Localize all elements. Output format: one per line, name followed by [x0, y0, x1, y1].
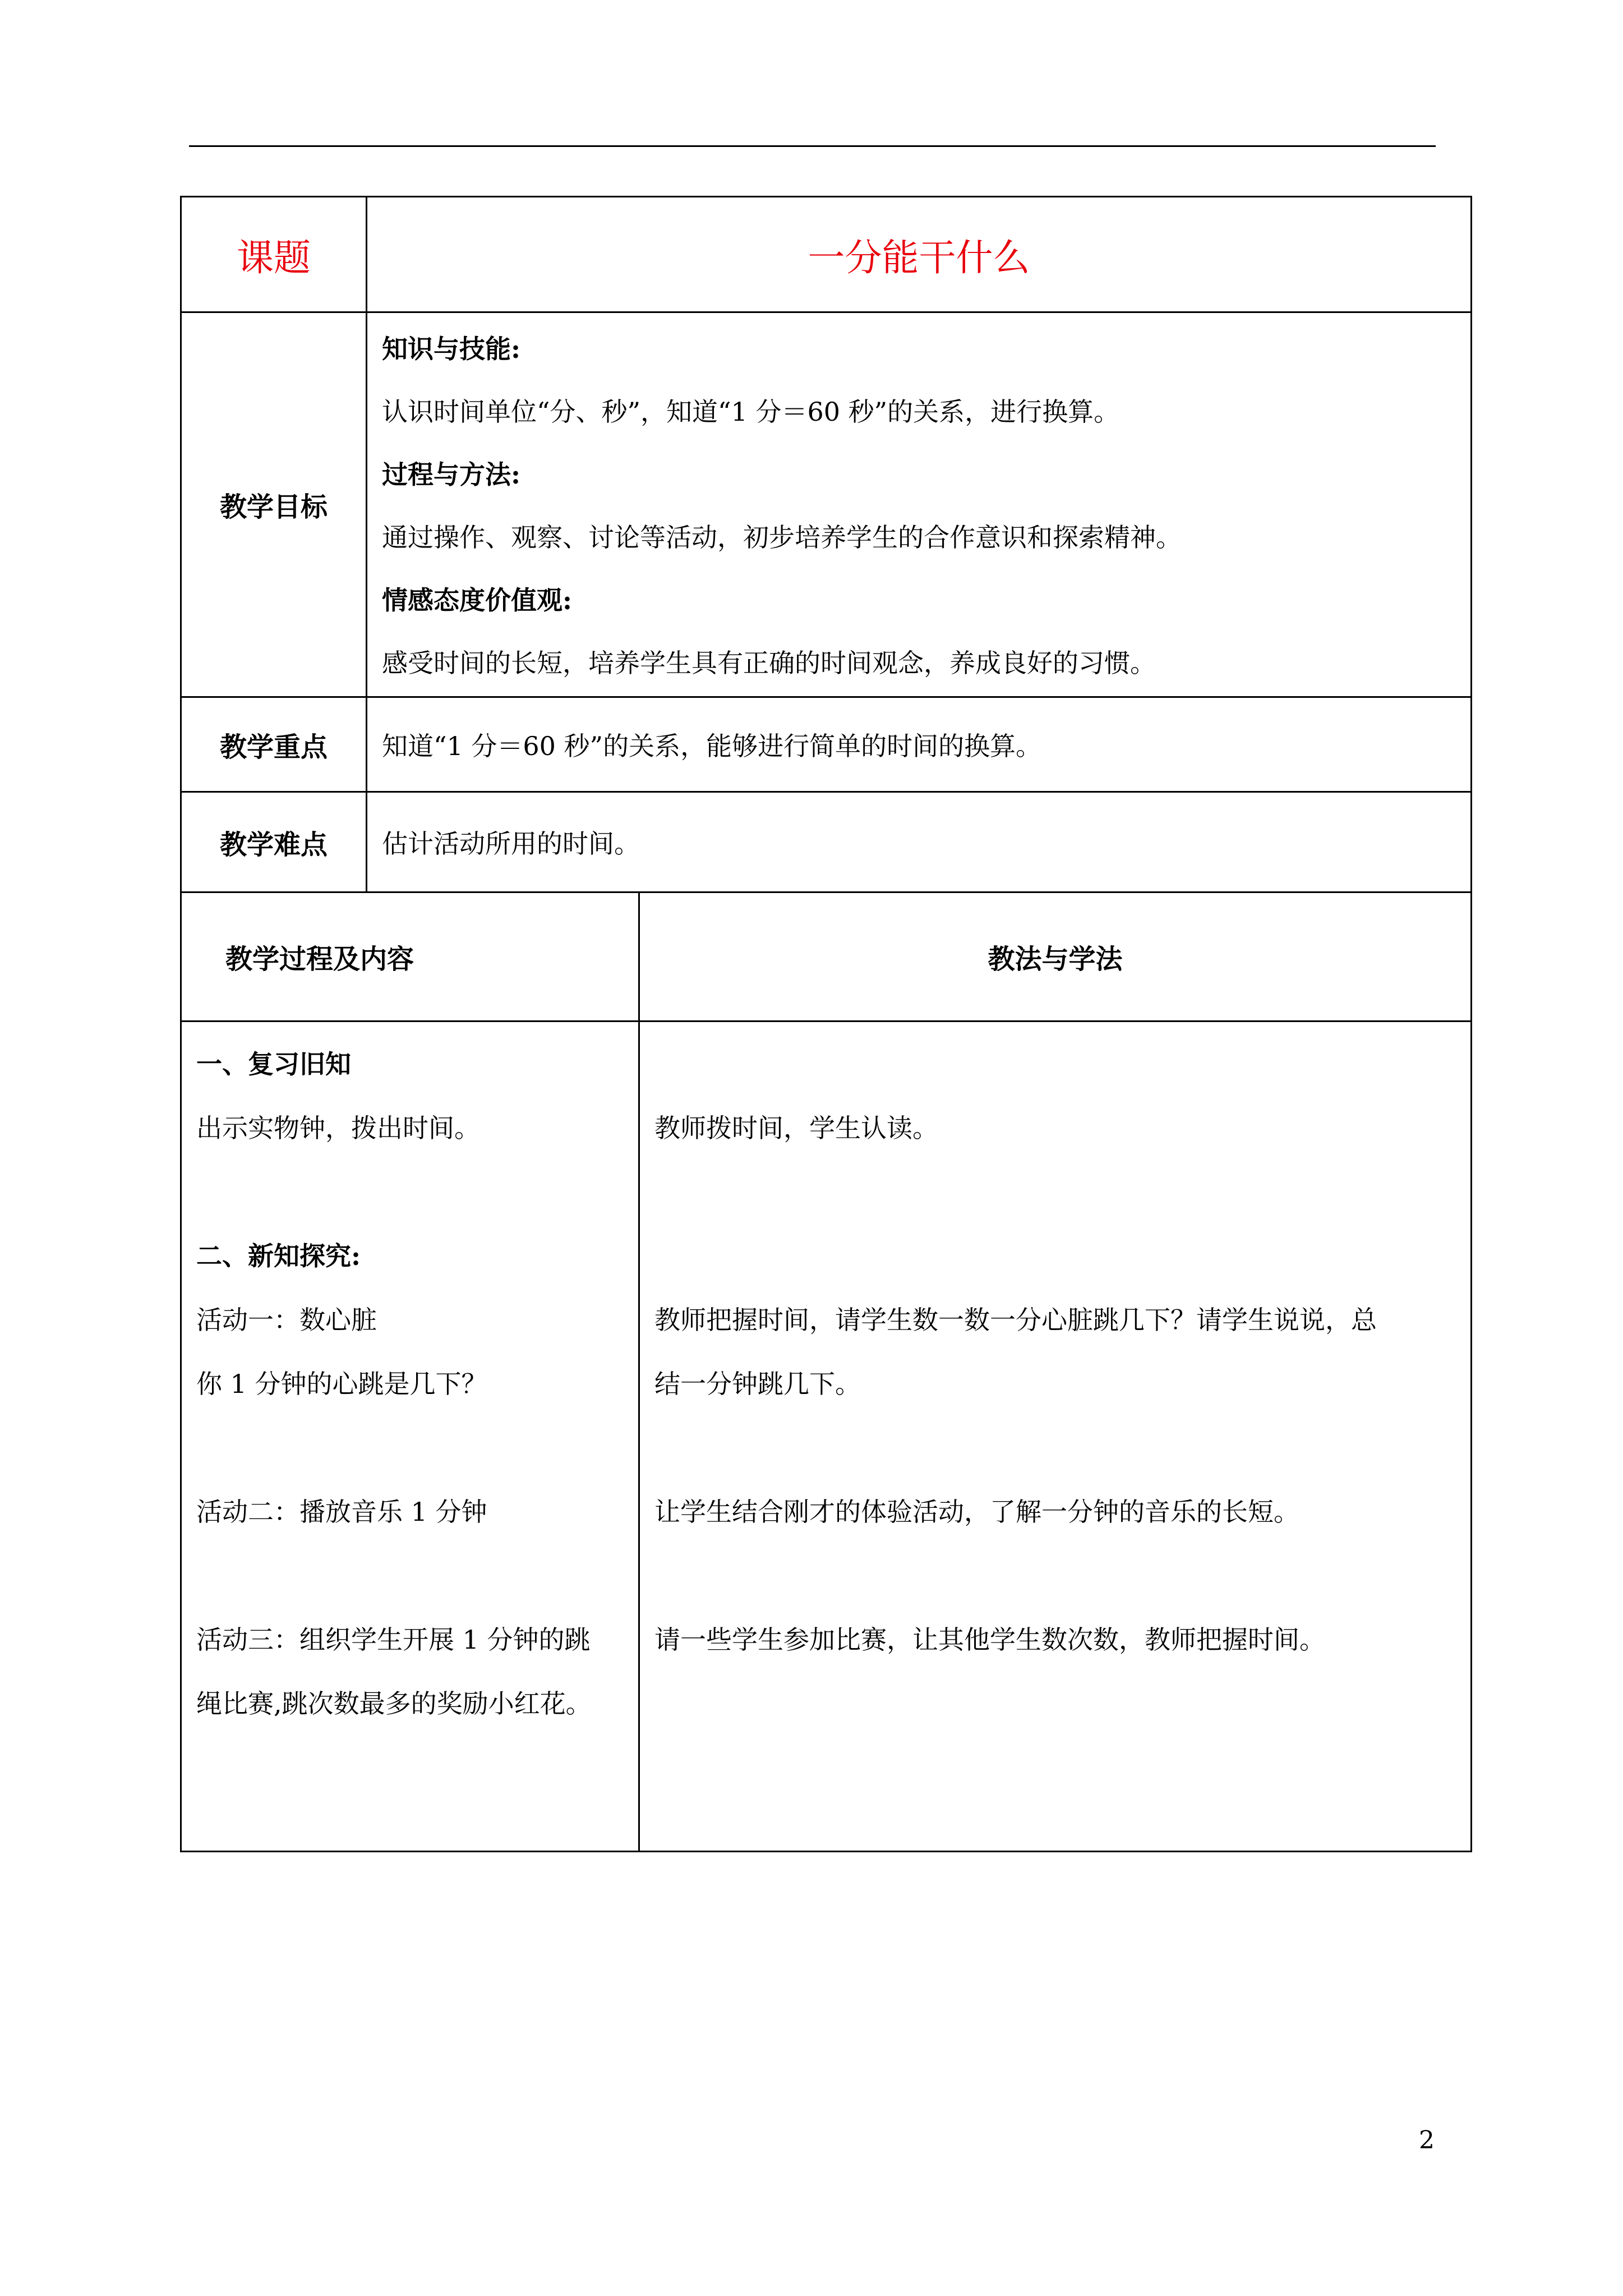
objective-text: 通过操作、观察、讨论等活动，初步培养学生的合作意识和探索精神。: [382, 522, 1182, 553]
activity1-title: 活动一：数心脏: [196, 1305, 377, 1335]
topic-label: 课题: [180, 196, 367, 313]
activity1-question: 你 1 分钟的心跳是几下？: [196, 1369, 487, 1399]
spacer: [654, 1416, 1456, 1480]
review-text: 出示实物钟，拨出时间。: [196, 1113, 480, 1143]
activity2-text: 活动二：播放音乐 1 分钟: [196, 1497, 487, 1527]
method-column: [638, 1020, 1472, 1852]
activity3-line2: 绳比赛,跳次数最多的奖励小红花。: [196, 1688, 592, 1719]
lesson-plan-table: [180, 197, 1472, 1852]
spacer: [196, 1544, 624, 1608]
difficulty-row: [180, 793, 1472, 893]
objective-heading: 过程与方法:: [382, 459, 520, 490]
process-content-row: [180, 1022, 1472, 1852]
method-header: 教法与学法: [638, 891, 1472, 1022]
objectives-label: 教学目标: [180, 311, 367, 698]
difficulty-label: 教学难点: [180, 791, 367, 893]
explore-heading: 二、新知探究:: [196, 1241, 361, 1271]
review-heading: 一、复习旧知: [196, 1049, 351, 1079]
header-rule: [189, 145, 1436, 147]
spacer: [196, 1160, 624, 1224]
page-number: 2: [1419, 2126, 1435, 2155]
process-header-row: [180, 893, 1472, 1022]
topic-title: 一分能干什么: [366, 196, 1472, 313]
objective-heading: 情感态度价值观:: [382, 585, 572, 615]
topic-row: [180, 197, 1472, 313]
process-column: [180, 1020, 640, 1852]
method-activity3: 请一些学生参加比赛，让其他学生数次数，教师把握时间。: [654, 1625, 1325, 1655]
objectives-content: [366, 311, 1472, 698]
process-header: 教学过程及内容: [180, 891, 640, 1022]
method-review: 教师拨时间，学生认读。: [654, 1113, 938, 1143]
spacer: [654, 1544, 1456, 1608]
spacer: [654, 1032, 1456, 1096]
objectives-row: [180, 313, 1472, 698]
key-point-text: 知道“1 分＝60 秒”的关系，能够进行简单的时间的换算。: [366, 696, 1472, 793]
spacer: [196, 1416, 624, 1480]
key-point-label: 教学重点: [180, 696, 367, 793]
method-activity1-line2: 结一分钟跳几下。: [654, 1369, 861, 1399]
spacer: [654, 1224, 1456, 1288]
objective-text: 感受时间的长短，培养学生具有正确的时间观念，养成良好的习惯。: [382, 648, 1156, 678]
method-activity1-line1: 教师把握时间，请学生数一数一分心脏跳几下？请学生说说，总: [654, 1305, 1377, 1335]
difficulty-text: 估计活动所用的时间。: [366, 791, 1472, 893]
spacer: [654, 1160, 1456, 1224]
objective-heading: 知识与技能:: [382, 334, 520, 364]
key-point-row: [180, 698, 1472, 793]
objective-text: 认识时间单位“分、秒”，知道“1 分＝60 秒”的关系，进行换算。: [382, 397, 1120, 427]
activity3-line1: 活动三：组织学生开展 1 分钟的跳: [196, 1625, 591, 1655]
method-activity2: 让学生结合刚才的体验活动，了解一分钟的音乐的长短。: [654, 1497, 1299, 1527]
